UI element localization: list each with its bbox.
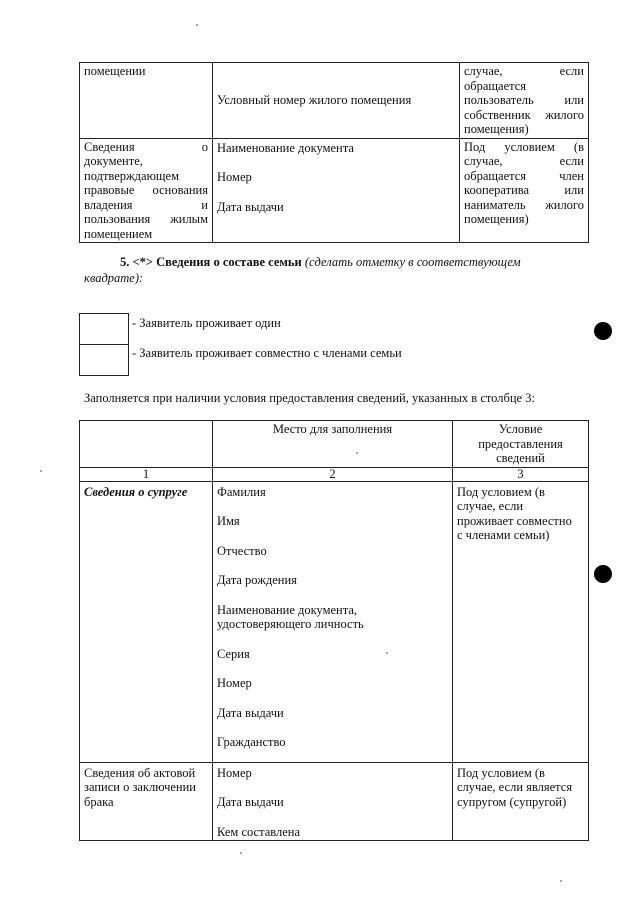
field-label: Наименование документа [217,140,354,155]
section-title: 5. <*> Сведения о составе семьи [120,255,302,269]
checkbox-lives-with-family[interactable] [79,344,129,376]
cell-line: пользования жилым [84,212,208,226]
cell-line: обращается [464,78,527,93]
column-number: 3 [453,467,589,481]
cell-line: собственник жилого [464,107,584,122]
scan-speck [560,880,562,882]
cell-line: кооператива или [464,183,584,197]
cell-line: проживает совместно [457,513,572,528]
field-label: Дата рождения [217,573,297,587]
cell-line: правовые основания [84,183,208,197]
column-number: 1 [80,467,213,481]
table-row [80,63,589,139]
condition-cell [453,481,589,762]
cell-line: записи о заключении [84,780,196,794]
checkbox-label: - Заявитель проживает один [132,316,281,330]
column-number-row [80,467,589,481]
cell-line: подтверждающем [84,168,179,183]
header-cell [453,421,589,468]
cell-line: помещением [84,226,153,241]
cell-line: Под условием (в [457,484,545,499]
column-header: предоставления [478,436,563,451]
cell-line: случае, если [464,64,584,78]
cell-line: Под условием (в [457,765,545,780]
field-label: Отчество [217,543,267,558]
section-hint: (сделать отметку в соответствующем [304,255,521,269]
cell-line: пользователь или [464,93,584,107]
header-cell [213,421,453,468]
column-header: Условие [498,422,543,436]
field-label: Номер [217,765,252,780]
field-label: Дата выдачи [217,705,284,720]
cell-line: помещения) [464,122,529,136]
spouse-table [79,420,589,841]
row-label: помещении [84,64,146,78]
cell-line: Сведения об актовой [84,765,196,780]
field-label: Гражданство [217,735,286,749]
field-label: Дата выдачи [217,199,284,214]
scan-speck [386,652,388,654]
cell-line: обращается член [464,168,584,183]
column-header: Место для заполнения [272,422,393,436]
checkbox-label: - Заявитель проживает совместно с членами семьи [132,346,402,360]
field-label: Наименование документа, удостоверяющего личность [217,602,364,631]
punch-hole-icon [594,565,612,583]
cell-line: документе, [84,154,143,168]
field-label: Серия [217,646,250,661]
table-header-row [80,421,589,468]
instruction-note: Заполняется при наличии условия предоставления сведений, указанных в столбце 3: [84,391,535,405]
cell-line: случае, если [464,154,584,168]
scan-speck [196,24,198,26]
header-cell-empty [80,421,213,468]
section-heading [84,254,584,286]
field-label: Кем составлена [217,824,301,839]
field-label: Имя [217,514,240,528]
field-label: Номер [217,170,252,184]
checkbox-lives-alone[interactable] [79,313,129,345]
property-table [79,62,589,243]
punch-hole-icon [594,322,612,340]
cell-line: помещения) [464,212,529,226]
table-cell [213,138,460,243]
cell-line: случае, если [457,499,524,513]
fields-cell [213,762,453,841]
table-cell [80,762,213,841]
field-label: Условный номер жилого помещения [217,93,412,107]
field-label: Фамилия [217,484,266,499]
scan-speck [240,852,242,854]
cell-line: с членами семьи) [457,528,550,542]
cell-line: Под условием (в [464,139,584,154]
scan-speck [356,452,358,454]
cell-line: брака [84,794,114,809]
column-header: сведений [496,451,545,465]
table-cell [80,481,213,762]
scan-speck [40,470,42,472]
field-label: Номер [217,676,252,690]
row-label: Сведения о супруге [84,484,188,499]
table-row [80,762,589,841]
cell-line: владения и [84,197,208,212]
table-cell [80,63,213,139]
table-row [80,481,589,762]
cell-line: наниматель жилого [464,197,584,212]
field-label: Дата выдачи [217,795,284,809]
cell-line: супругом (супругой) [457,794,567,809]
condition-cell [460,63,589,139]
cell-line: Сведения о [84,139,208,154]
section-hint-cont: квадрате): [84,271,144,285]
column-number: 2 [213,467,453,481]
cell-line: случае, если является [457,780,573,794]
fields-cell [213,481,453,762]
table-cell [213,63,460,139]
condition-cell [453,762,589,841]
table-row [80,138,589,243]
table-cell [80,138,213,243]
condition-cell [460,138,589,243]
